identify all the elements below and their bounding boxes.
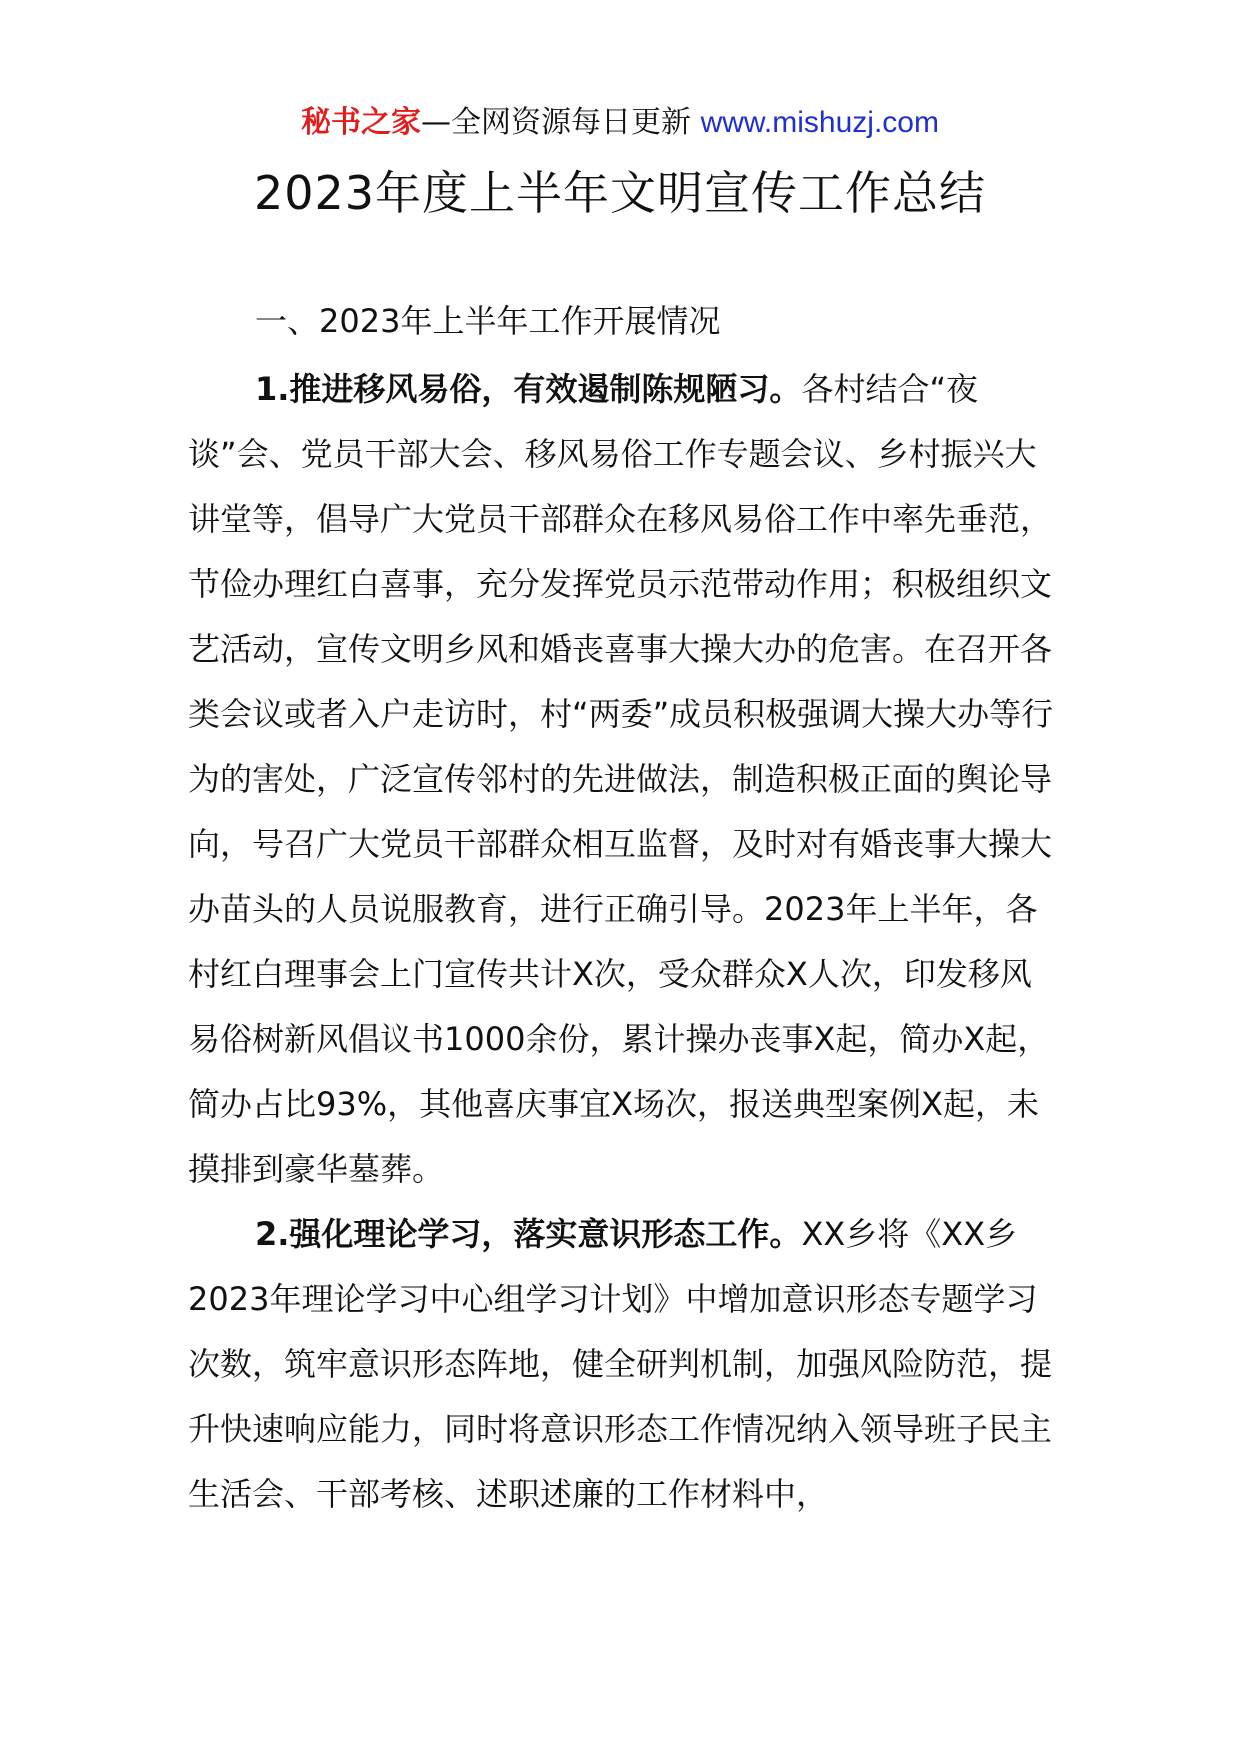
site-header: [0, 103, 1240, 143]
paragraph-1-text: 各村结合“夜谈”会、党员干部大会、移风易俗工作专题会议、乡村振兴大讲堂等，倡导广大党员干部群众在移风易俗工作中率先垂范，节俭办理红白喜事，充分发挥党员示范带动作用；积极组织文艺活动，宣传文明乡风和婚丧喜事大操大办的危害。在召开各类会议或者入户走访时，村“两委”成员积极强调大操大办等行为的害处，广泛宣传邻村的先进做法，制造积极正面的舆论导向，号召广大党员干部群众相互监督，及时对有婚丧事大操大办苗头的人员说服教育，进行正确引导。2023年上半年，各村红白理事会上门宣传共计X次，受众群众X人次，印发移风易俗树新风倡议书1000余份，累计操办丧事X起，简办X起，简办占比93%，其他喜庆事宜X场次，报送典型案例X起，未摸排到豪华墓葬。: [188, 370, 1054, 1188]
paragraph-2-text: XX乡将《XX乡2023年理论学习中心组学习计划》中增加意识形态专题学习次数，筑牢意识形态阵地，健全研判机制，加强风险防范，提升快速响应能力，同时将意识形态工作情况纳入领导班子民主生活会、干部考核、述职述廉的工作材料中，: [188, 1215, 1053, 1513]
site-url-link[interactable]: www.mishuzj.com: [700, 106, 939, 139]
paragraph-2: [188, 1202, 1058, 1527]
paragraph-1-lead: 1.推进移风易俗，有效遏制陈规陋习。: [255, 370, 802, 408]
site-tagline: —全网资源每日更新: [421, 105, 692, 140]
document-body: [188, 357, 1058, 1527]
document-title: 2023年度上半年文明宣传工作总结: [253, 166, 987, 220]
site-brand: 秘书之家: [301, 105, 422, 140]
paragraph-2-lead: 2.强化理论学习，落实意识形态工作。: [255, 1215, 802, 1253]
section-heading: 一、2023年上半年工作开展情况: [255, 302, 721, 340]
paragraph-1: [188, 357, 1058, 1202]
